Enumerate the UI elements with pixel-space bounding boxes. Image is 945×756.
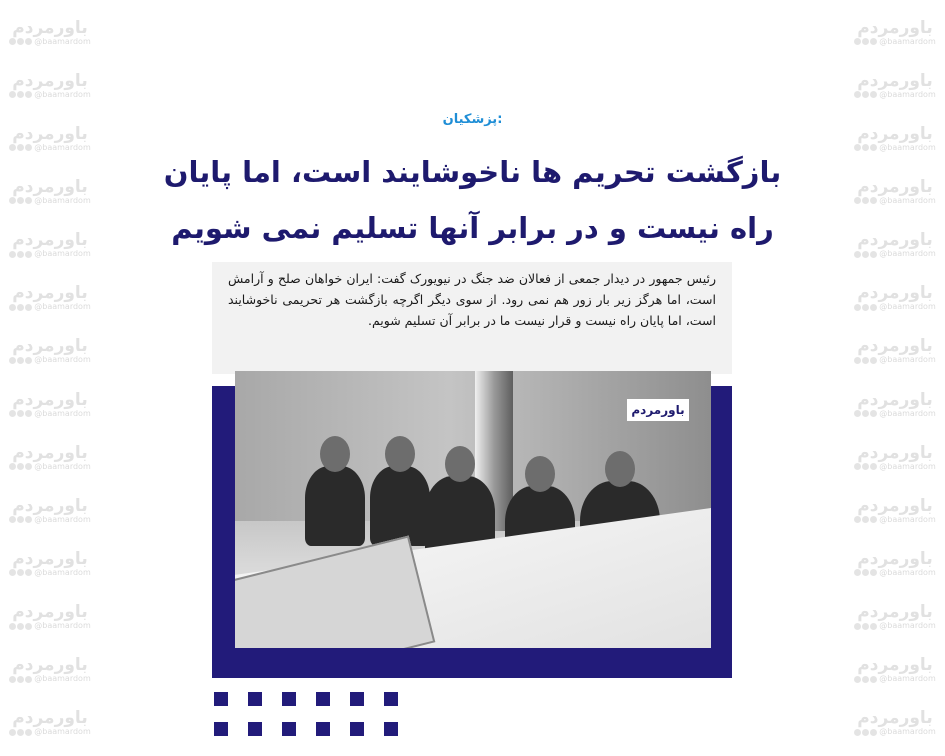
social-icons (9, 38, 32, 45)
watermark-handle (854, 302, 936, 312)
photo-banner (235, 535, 435, 648)
decorative-dots (214, 692, 398, 736)
watermark-item (854, 603, 936, 631)
watermark-item (9, 231, 91, 259)
watermark-handle-text: @baamardom (879, 727, 936, 737)
watermark-handle-text: @baamardom (879, 514, 936, 524)
watermark-item (854, 550, 936, 578)
social-icons (9, 91, 32, 98)
watermark-item (9, 19, 91, 47)
social-icons (9, 676, 32, 683)
social-icons (854, 623, 877, 630)
social-icons (854, 569, 877, 576)
watermark-logo: باورمردم (12, 176, 88, 197)
watermark-logo: باورمردم (12, 283, 88, 304)
watermark-handle (854, 727, 936, 737)
social-icons (854, 251, 877, 258)
watermark-item (854, 709, 936, 737)
watermark-handle (854, 621, 936, 631)
social-icons (854, 197, 877, 204)
watermark-logo: باورمردم (857, 70, 933, 91)
social-icons (854, 676, 877, 683)
watermark-logo: باورمردم (857, 442, 933, 463)
watermark-item (9, 603, 91, 631)
watermark-logo: باورمردم (857, 655, 933, 676)
watermark-handle (9, 355, 91, 365)
watermark-handle (854, 674, 936, 684)
lead-paragraph: رئیس جمهور در دیدار جمعی از فعالان ضد جنگ در نیویورک گفت: ایران خواهان صلح و آرامش است، اما هرگز زیر بار زور هم نمی رود. از سوی دیگر اگرچه بازگشت هر تحریمی ناخوشایند است، اما پایان راه نیست و قرار نیست ما در برابر آن تسلیم شویم. (212, 262, 732, 374)
watermark-logo: باورمردم (857, 389, 933, 410)
watermark-handle-text: @baamardom (879, 674, 936, 684)
watermark-handle-text: @baamardom (34, 195, 91, 205)
watermark-item (9, 656, 91, 684)
watermark-handle (9, 302, 91, 312)
social-icons (9, 729, 32, 736)
watermark-handle (854, 568, 936, 578)
social-icons (854, 38, 877, 45)
watermark-logo: باورمردم (857, 602, 933, 623)
social-icons (854, 463, 877, 470)
watermark-handle-text: @baamardom (34, 621, 91, 631)
watermark-handle-text: @baamardom (879, 567, 936, 577)
watermark-logo: باورمردم (12, 655, 88, 676)
watermark-item (9, 72, 91, 100)
social-icons (854, 729, 877, 736)
watermark-handle (9, 409, 91, 419)
watermark-item (854, 444, 936, 472)
watermark-logo: باورمردم (12, 123, 88, 144)
watermark-handle-text: @baamardom (879, 355, 936, 365)
watermark-item (9, 125, 91, 153)
news-photo (235, 371, 711, 648)
watermark-logo: باورمردم (12, 17, 88, 38)
photo-person (370, 466, 430, 546)
watermark-logo: باورمردم (12, 336, 88, 357)
headline: بازگشت تحریم ها ناخوشایند است، اما پایان راه نیست و در برابر آنها تسلیم نمی شویم (163, 155, 782, 245)
watermark-handle-text: @baamardom (879, 89, 936, 99)
watermark-handle (854, 249, 936, 259)
watermark-item (854, 231, 936, 259)
watermark-handle (854, 409, 936, 419)
watermark-handle-text: @baamardom (879, 621, 936, 631)
watermark-logo: باورمردم (857, 283, 933, 304)
watermark-item (9, 497, 91, 525)
social-icons (854, 516, 877, 523)
watermark-handle (854, 90, 936, 100)
social-icons (854, 144, 877, 151)
watermark-handle (9, 90, 91, 100)
watermark-handle (9, 143, 91, 153)
watermark-item (854, 19, 936, 47)
watermark-handle (854, 515, 936, 525)
watermark-item (854, 125, 936, 153)
watermark-logo: باورمردم (857, 336, 933, 357)
watermark-handle (9, 727, 91, 737)
watermark-handle-text: @baamardom (34, 674, 91, 684)
social-icons (9, 197, 32, 204)
watermark-handle (854, 196, 936, 206)
social-icons (9, 357, 32, 364)
watermark-logo: باورمردم (12, 602, 88, 623)
watermark-item (854, 284, 936, 312)
watermark-logo: باورمردم (857, 17, 933, 38)
watermark-handle (9, 196, 91, 206)
watermark-logo: باورمردم (857, 230, 933, 251)
watermark-handle (9, 674, 91, 684)
watermark-handle-text: @baamardom (34, 142, 91, 152)
watermark-logo: باورمردم (12, 708, 88, 729)
watermark-logo: باورمردم (857, 123, 933, 144)
kicker: پزشکیان: (442, 112, 503, 127)
social-icons (9, 144, 32, 151)
watermark-handle-text: @baamardom (34, 355, 91, 365)
watermark-handle-text: @baamardom (34, 89, 91, 99)
watermark-item (9, 178, 91, 206)
watermark-handle-text: @baamardom (34, 514, 91, 524)
social-icons (854, 304, 877, 311)
watermark-handle (854, 462, 936, 472)
watermark-item (9, 550, 91, 578)
watermark-item (9, 444, 91, 472)
watermark-handle (854, 143, 936, 153)
watermark-handle-text: @baamardom (879, 142, 936, 152)
watermark-item (854, 178, 936, 206)
watermark-logo: باورمردم (12, 230, 88, 251)
watermark-item (9, 284, 91, 312)
watermark-item (854, 337, 936, 365)
social-icons (9, 623, 32, 630)
social-icons (9, 410, 32, 417)
watermark-handle-text: @baamardom (879, 195, 936, 205)
watermark-item (9, 337, 91, 365)
watermark-handle-text: @baamardom (34, 408, 91, 418)
watermark-logo: باورمردم (12, 495, 88, 516)
watermark-handle-text: @baamardom (34, 36, 91, 46)
watermark-handle-text: @baamardom (34, 302, 91, 312)
social-icons (9, 304, 32, 311)
watermark-handle (854, 355, 936, 365)
watermark-handle-text: @baamardom (34, 727, 91, 737)
watermark-handle-text: @baamardom (879, 302, 936, 312)
watermark-handle (9, 249, 91, 259)
watermark-handle (9, 568, 91, 578)
social-icons (9, 569, 32, 576)
watermark-logo: باورمردم (857, 495, 933, 516)
watermark-logo: باورمردم (857, 708, 933, 729)
photo-person (305, 466, 365, 546)
watermark-handle (9, 37, 91, 47)
watermark-logo: باورمردم (12, 389, 88, 410)
watermark-handle (9, 462, 91, 472)
watermark-handle-text: @baamardom (34, 461, 91, 471)
watermark-item (854, 656, 936, 684)
watermark-item (854, 497, 936, 525)
watermark-item (9, 391, 91, 419)
social-icons (854, 357, 877, 364)
watermark-handle-text: @baamardom (879, 36, 936, 46)
watermark-handle-text: @baamardom (34, 249, 91, 259)
watermark-logo: باورمردم (857, 176, 933, 197)
watermark-handle-text: @baamardom (879, 461, 936, 471)
watermark-handle-text: @baamardom (879, 408, 936, 418)
social-icons (9, 516, 32, 523)
photo-logo: باورمردم (627, 399, 689, 421)
watermark-handle (9, 515, 91, 525)
watermark-item (854, 72, 936, 100)
watermark-handle (9, 621, 91, 631)
social-icons (854, 91, 877, 98)
watermark-logo: باورمردم (12, 442, 88, 463)
social-icons (9, 463, 32, 470)
watermark-item (854, 391, 936, 419)
watermark-handle (854, 37, 936, 47)
watermark-handle-text: @baamardom (34, 567, 91, 577)
watermark-logo: باورمردم (12, 548, 88, 569)
social-icons (854, 410, 877, 417)
watermark-handle-text: @baamardom (879, 249, 936, 259)
watermark-item (9, 709, 91, 737)
watermark-logo: باورمردم (12, 70, 88, 91)
watermark-logo: باورمردم (857, 548, 933, 569)
social-icons (9, 251, 32, 258)
